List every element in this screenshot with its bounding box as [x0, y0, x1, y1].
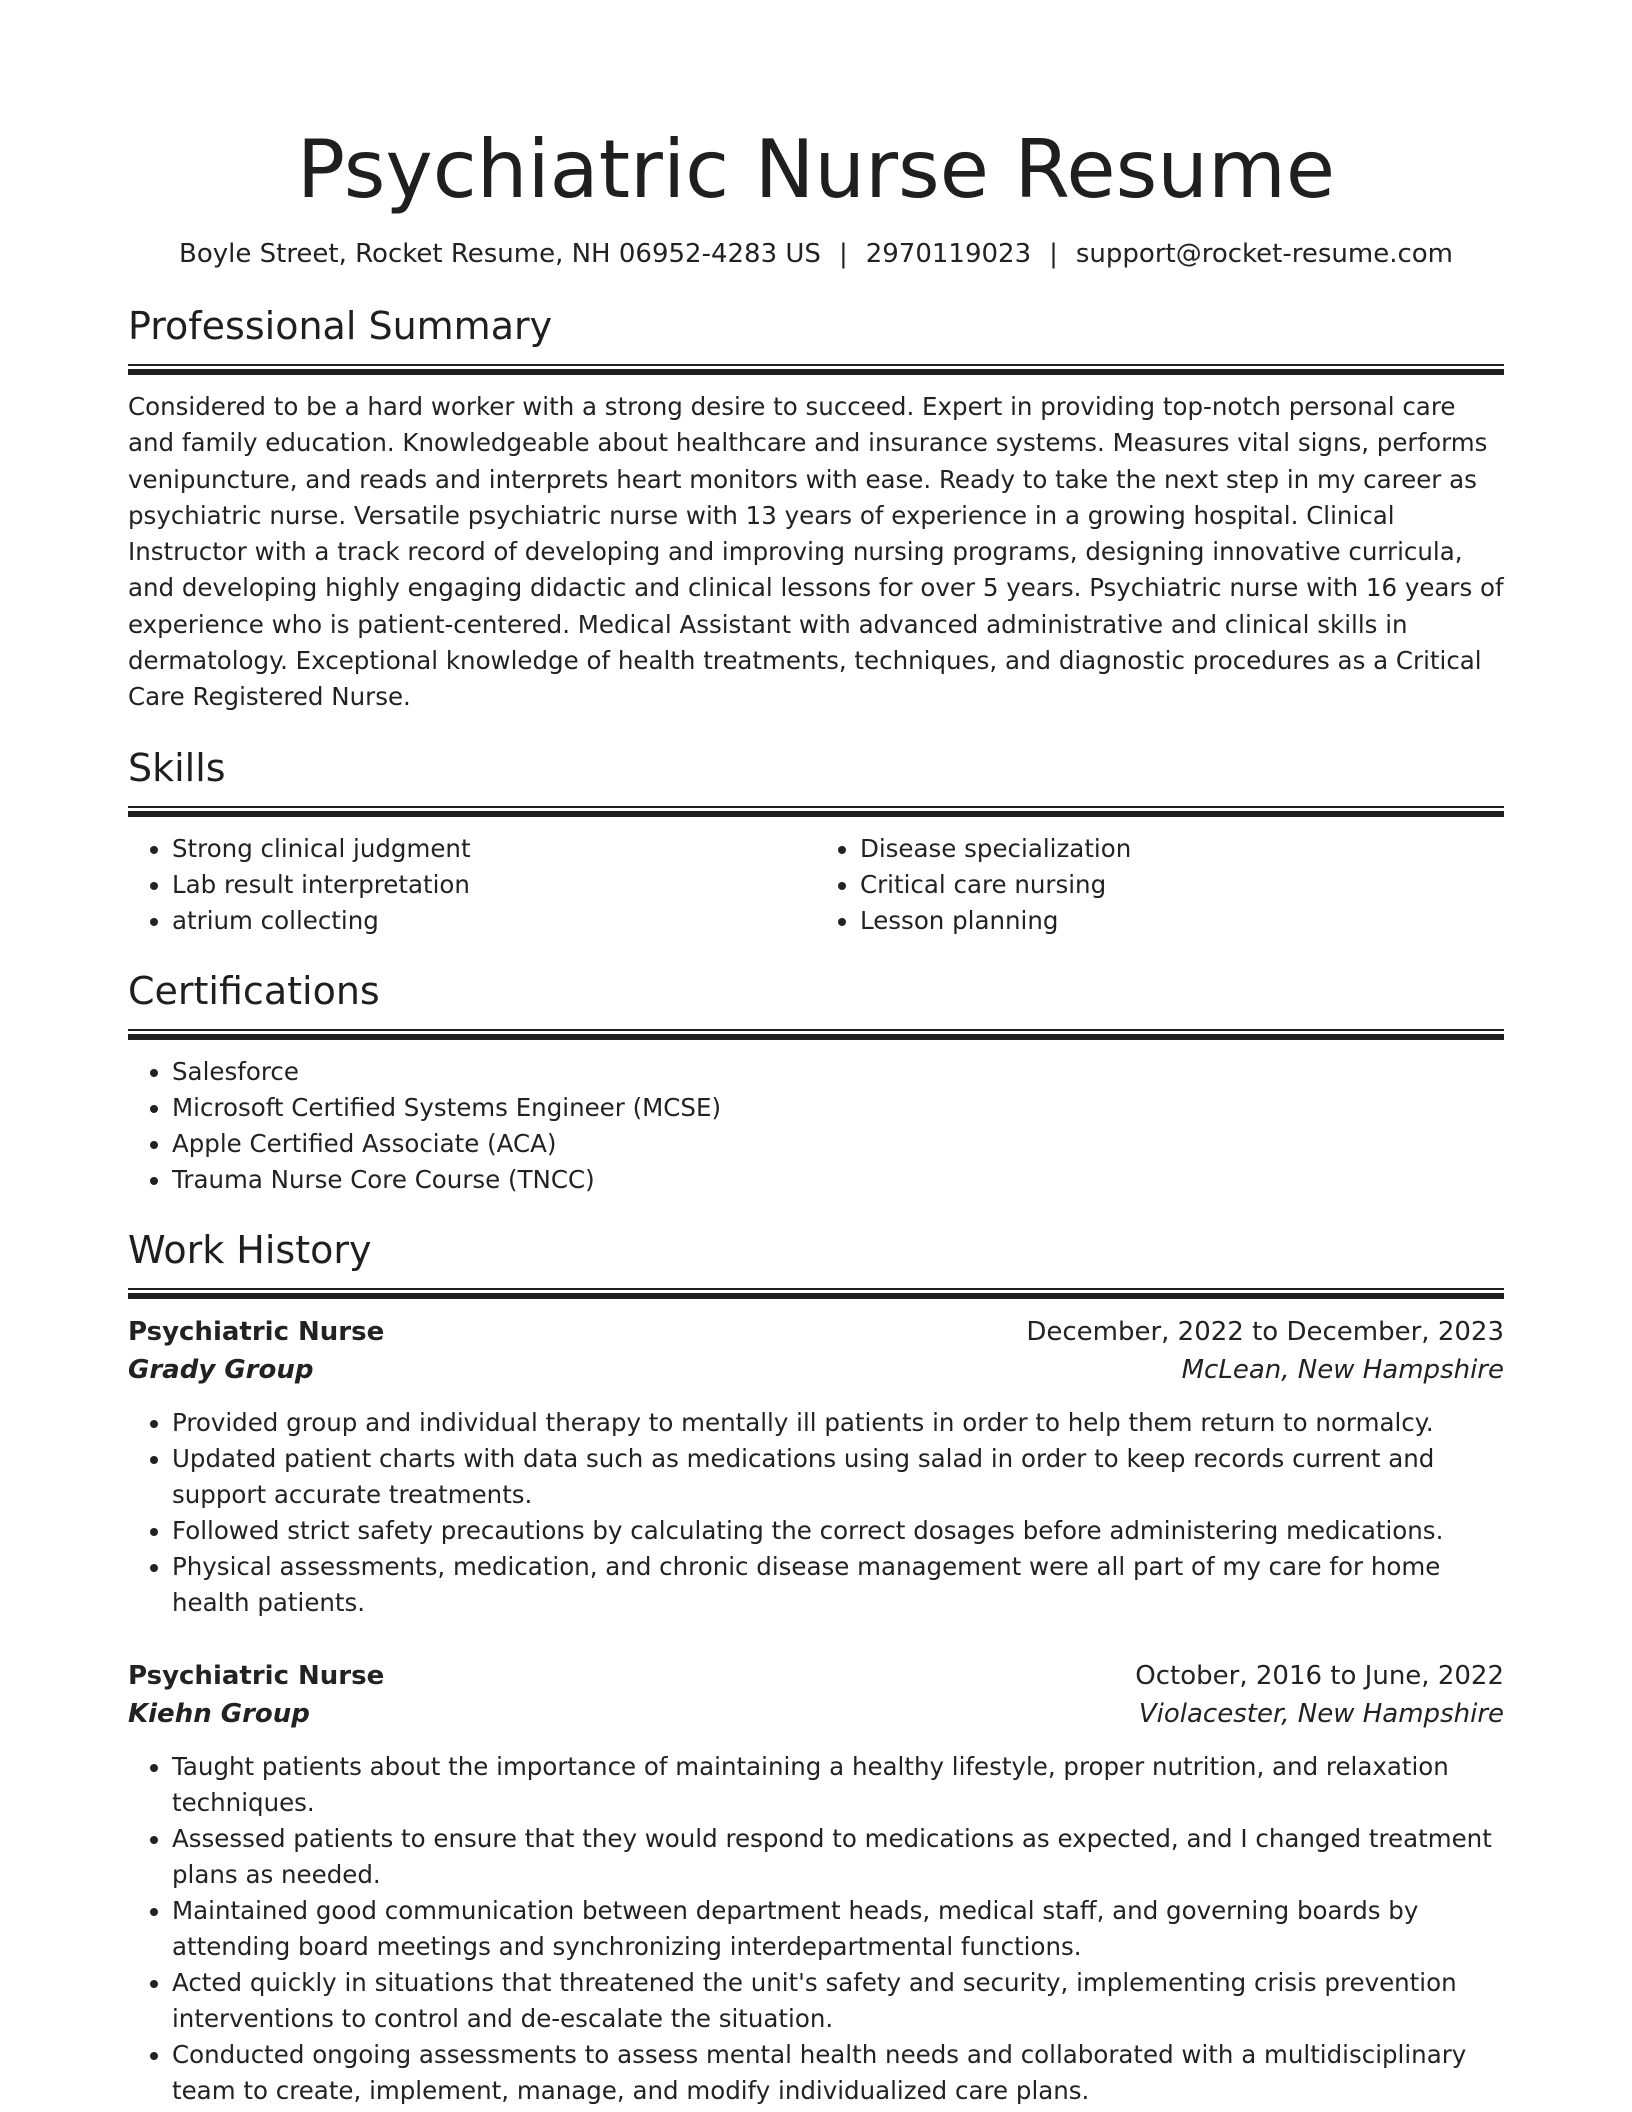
section-divider	[128, 1288, 1504, 1299]
contact-separator: |	[1049, 239, 1058, 269]
skill-item: • Critical care nursing	[860, 867, 1504, 903]
summary-text: Considered to be a hard worker with a strong desire to succeed. Expert in providing top-notch personal care and family education. Knowledgeable about healthcare and insurance systems. Measures vital signs, performs venipuncture, and reads and interprets heart monitors with ease. Ready to take the next step in my career as psychiatric nurse. Versatile psychiatric nurse with 13 years of experience in a growing hospital. Clinical Instructor with a track record of developing and improving nursing programs, designing innovative curricula, and developing highly engaging didactic and clinical lessons for over 5 years. Psychiatric nurse with 16 years of experience who is patient-centered. Medical Assistant with advanced administrative and clinical skills in dermatology. Exceptional knowledge of health treatments, techniques, and diagnostic procedures as a Critical Care Registered Nurse.	[128, 392, 1504, 712]
job-bullets	[128, 1405, 1504, 1621]
job-bullet: • Conducted ongoing assessments to assess mental health needs and collaborated with a multidisciplinary team to create, implement, manage, and modify individualized care plans.	[172, 2037, 1504, 2109]
certification-item: • Salesforce	[172, 1054, 1504, 1090]
job-header	[128, 1313, 1504, 1351]
job-subheader	[128, 1695, 1504, 1733]
skills-list-right	[816, 831, 1504, 939]
work-history-heading: Work History	[128, 1227, 372, 1272]
section-divider	[128, 364, 1504, 375]
summary-heading: Professional Summary	[128, 304, 553, 348]
work-history-section	[128, 1226, 1504, 2109]
job-bullet: • Updated patient charts with data such as medications using salad in order to keep records current and support accurate treatments.	[172, 1441, 1504, 1513]
job-location: McLean, New Hampshire	[1181, 1354, 1504, 1385]
job-bullet: • Physical assessments, medication, and chronic disease management were all part of my care for home health patients.	[172, 1549, 1504, 1621]
resume-title: Psychiatric Nurse Resume	[296, 123, 1336, 216]
section-divider	[128, 806, 1504, 817]
job-bullet: • Followed strict safety precautions by calculating the correct dosages before administering medications.	[172, 1513, 1504, 1549]
job-bullet: • Assessed patients to ensure that they would respond to medications as expected, and I changed treatment plans as needed.	[172, 1821, 1504, 1893]
certification-item: • Microsoft Certified Systems Engineer (MCSE)	[172, 1090, 1504, 1126]
job-title: Psychiatric Nurse	[128, 1660, 385, 1691]
contact-email: support@rocket-resume.com	[1075, 239, 1453, 269]
contact-phone: 2970119023	[865, 239, 1032, 269]
contact-address: Boyle Street, Rocket Resume, NH 06952-4283 US	[179, 239, 821, 269]
job-company: Grady Group	[128, 1354, 314, 1385]
job-header	[128, 1657, 1504, 1695]
contact-separator: |	[838, 239, 848, 269]
skill-item: • Strong clinical judgment	[172, 831, 816, 867]
job-title: Psychiatric Nurse	[128, 1316, 385, 1347]
job-subheader	[128, 1351, 1504, 1389]
job-location: Violacester, New Hampshire	[1138, 1698, 1504, 1729]
certifications-heading: Certifications	[128, 968, 380, 1013]
certifications-section	[128, 967, 1504, 1198]
skill-item: • atrium collecting	[172, 903, 816, 939]
job-dates: December, 2022 to December, 2023	[1026, 1316, 1504, 1347]
skills-columns	[128, 831, 1504, 939]
job-bullet: • Maintained good communication between department heads, medical staff, and governing boards by attending board meetings and synchronizing interdepartmental functions.	[172, 1893, 1504, 1965]
job-bullet: • Provided group and individual therapy to mentally ill patients in order to help them return to normalcy.	[172, 1405, 1504, 1441]
job-company: Kiehn Group	[128, 1698, 310, 1729]
certification-item: • Trauma Nurse Core Course (TNCC)	[172, 1162, 1504, 1198]
skills-heading: Skills	[128, 745, 226, 790]
skill-item: • Lab result interpretation	[172, 867, 816, 903]
job-bullet: • Acted quickly in situations that threatened the unit's safety and security, implementing crisis prevention interventions to control and de-escalate the situation.	[172, 1965, 1504, 2037]
skills-list-left	[128, 831, 816, 939]
job-entry	[128, 1313, 1504, 1621]
skill-item: • Disease specialization	[860, 831, 1504, 867]
skills-section	[128, 744, 1504, 939]
job-bullet: • Taught patients about the importance of maintaining a healthy lifestyle, proper nutrition, and relaxation techniques.	[172, 1749, 1504, 1821]
section-divider	[128, 1029, 1504, 1040]
summary-section	[128, 302, 1504, 716]
contact-line	[128, 236, 1504, 272]
certification-item: • Apple Certified Associate (ACA)	[172, 1126, 1504, 1162]
job-dates: October, 2016 to June, 2022	[1135, 1660, 1504, 1691]
job-entry	[128, 1657, 1504, 2109]
job-bullets	[128, 1749, 1504, 2109]
skill-item: • Lesson planning	[860, 903, 1504, 939]
certifications-list	[128, 1054, 1504, 1198]
